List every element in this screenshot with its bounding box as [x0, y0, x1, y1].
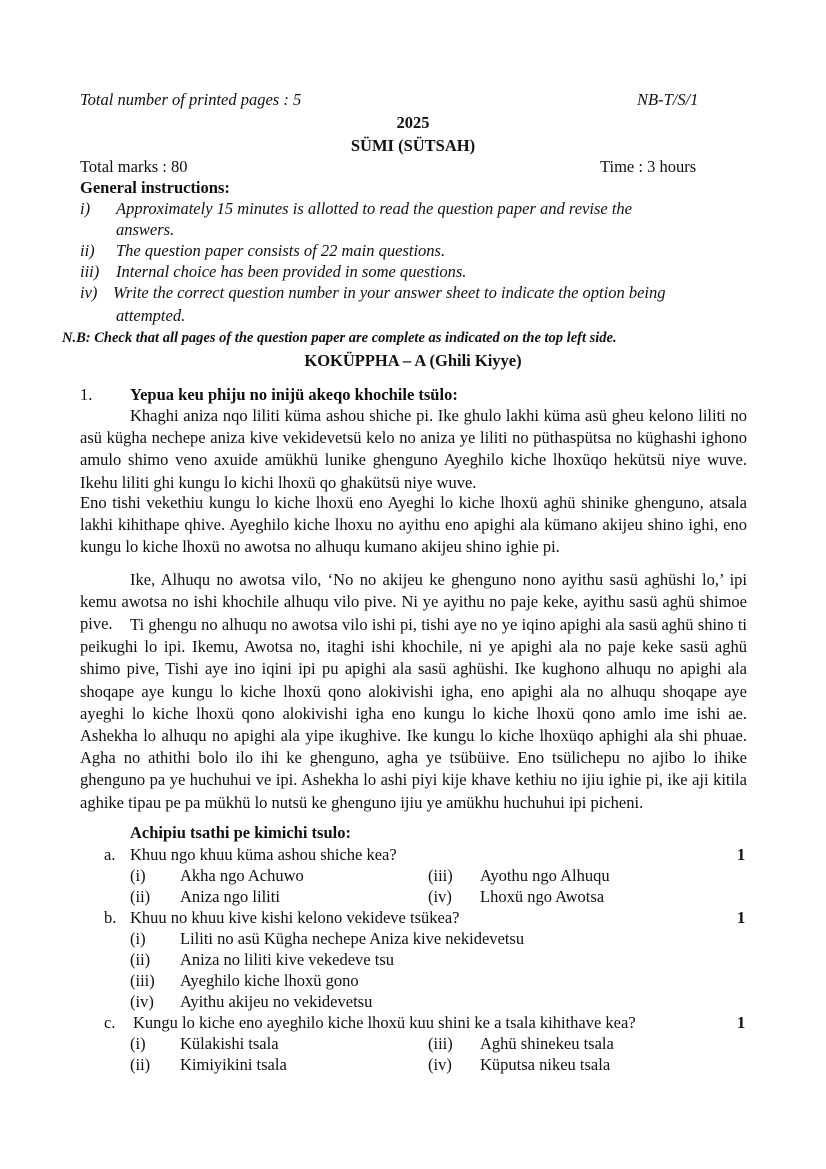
- option-num: (iii): [428, 866, 453, 885]
- option-text: Aghü shinekeu tsala: [480, 1034, 614, 1053]
- subquestion-letter: a.: [104, 845, 116, 864]
- instruction-text-cont: attempted.: [116, 306, 186, 325]
- instruction-num: iv): [80, 283, 98, 302]
- question-heading: Yepua keu phiju no inijü akeqo khochile tsülo:: [130, 385, 458, 404]
- subquestion-letter: b.: [104, 908, 117, 927]
- option-num: (ii): [130, 950, 151, 969]
- option-num: (iv): [130, 992, 154, 1011]
- option-text: Küputsa nikeu tsala: [480, 1055, 611, 1074]
- option-num: (i): [130, 866, 146, 885]
- exam-time: Time : 3 hours: [600, 157, 697, 176]
- option-text: Aniza no liliti kive vekedeve tsu: [180, 950, 394, 969]
- instructions-heading: General instructions:: [80, 178, 230, 197]
- option-text: Akha ngo Achuwo: [180, 866, 304, 885]
- instruction-num: ii): [80, 241, 95, 260]
- passage-paragraph: Ti ghengu no alhuqu no awotsa vilo ishi pi, tishi aye no ye iqino apighi ala sasü aghü shino ti peikughi lo ipi. Ikemu, Awotsa no, itaghi ishi khochile, ni ye apighi ala no paje keke sasü aghü shimo pive, Tishi aye ino iqini ipi pu apighi ala sasü aghüshi. Ike kughono alhuqu no apighi ala shoqape aye kungu lo kiche lhoxü qono alokivishi igha, eno apighi ala no alhuqu shoqape aye ayeghi lo kiche lhoxü qono alokivishi igha eno kungu lo kiche lhoxü qono amlo ime ishi ae. Ashekha lo alhuqu no apighi ala yipe ikughive. Ike kungu lo kiche lhoxüqo aphighi ala shi phuae. Agha no athithi bolo ilo ihi ke ghenguno, agha ye tsübüive. Eno tsülichepu no ajibo lo ihike ghenguno pa ye huchuhui ve ipi. Ashekha lo ashi piyi kije khave kethiu no ijiu ighie pi, ike aji kitila aghike tipau pe pa mükhü lo nutsü ke ghenguno ijiu ye amükhu huchuhui ipi picheni.: [80, 615, 747, 812]
- passage-paragraph: Eno tishi vekethiu kungu lo kiche lhoxü eno Ayeghi lo kiche lhoxü aghü shinike ghenguno, atsala lakhi kihithape qhive. Ayeghilo kiche lhoxu no ayithu eno apighi ala kümano akijeu shino ighi, eno kungu lo kiche lhoxü no awotsa no alhuqu kumano akijeu shino ighie pi.: [80, 493, 747, 557]
- printed-pages-note: Total number of printed pages : 5: [80, 90, 302, 109]
- subject-title: SÜMI (SÜTSAH): [350, 136, 476, 155]
- paper-code: NB-T/S/1: [637, 90, 699, 109]
- instruction-text-cont: answers.: [116, 220, 175, 239]
- mark: 1: [737, 1013, 746, 1032]
- instruction-text: Write the correct question number in your answer sheet to indicate the option being: [113, 283, 666, 302]
- option-num: (iv): [428, 1055, 452, 1074]
- option-num: (iv): [428, 887, 452, 906]
- option-num: (iii): [130, 971, 155, 990]
- option-text: Kimiyikini tsala: [180, 1055, 287, 1074]
- option-text: Külakishi tsala: [180, 1034, 279, 1053]
- option-num: (i): [130, 1034, 146, 1053]
- question-number: 1.: [80, 385, 93, 404]
- option-text: Liliti no asü Kügha nechepe Aniza kive nekidevetsu: [180, 929, 525, 948]
- total-marks: Total marks : 80: [80, 157, 188, 176]
- subquestion-letter: c.: [104, 1013, 116, 1032]
- option-num: (ii): [130, 887, 151, 906]
- option-num: (iii): [428, 1034, 453, 1053]
- option-text: Lhoxü ngo Awotsa: [480, 887, 605, 906]
- instruction-num: i): [80, 199, 91, 218]
- instruction-text: The question paper consists of 22 main questions.: [116, 241, 446, 260]
- option-text: Ayithu akijeu no vekidevetsu: [180, 992, 373, 1011]
- section-title: KOKÜPPHA – A (Ghili Kiyye): [304, 351, 522, 370]
- option-text: Ayeghilo kiche lhoxü gono: [180, 971, 359, 990]
- nb-note: N.B: Check that all pages of the question paper are complete as indicated on the top left side.: [62, 330, 617, 346]
- sub-heading: Achipiu tsathi pe kimichi tsulo:: [130, 823, 351, 842]
- passage-paragraph: Ike, Alhuqu no awotsa vilo, ‘No no akijeu ke ghenguno nono ayithu sasü aghüshi lo,’ ipi kemu awotsa no ishi khochile alhuqu vilo pive. Ni ye ayithu no paje keke, ayithu sasü aghü shimoe pive.: [80, 570, 747, 634]
- mark: 1: [737, 845, 746, 864]
- subquestion-text: Khuu ngo khuu küma ashou shiche kea?: [130, 845, 397, 864]
- option-text: Ayothu ngo Alhuqu: [480, 866, 610, 885]
- option-num: (ii): [130, 1055, 151, 1074]
- subquestion-text: Khuu no khuu kive kishi kelono vekideve tsükea?: [130, 908, 460, 927]
- passage-paragraph: Khaghi aniza nqo liliti küma ashou shiche pi. Ike ghulo lakhi küma asü gheu kelono liliti no asü kügha nechepe aniza kive vekidevetsü kelo no aniza ye liliti no püthaspütsa no küghashi ighono amulo shimo veno axuide amükhü lunike ghenguno Ayeghilo kiche lhoxüqo hekütsü niye wuve. Ikehu liliti ghi kungu lo kichi lhoxü qo ghakütsü niye wuve.: [80, 406, 747, 492]
- subquestion-text: Kungu lo kiche eno ayeghilo kiche lhoxü kuu shini ke a tsala kihithave kea?: [133, 1013, 636, 1032]
- instruction-num: iii): [80, 262, 100, 281]
- instruction-text: Approximately 15 minutes is allotted to read the question paper and revise the: [116, 199, 632, 218]
- mark: 1: [737, 908, 746, 927]
- option-text: Aniza ngo liliti: [180, 887, 280, 906]
- option-num: (i): [130, 929, 146, 948]
- exam-year: 2025: [396, 113, 430, 132]
- instruction-text: Internal choice has been provided in some questions.: [116, 262, 467, 281]
